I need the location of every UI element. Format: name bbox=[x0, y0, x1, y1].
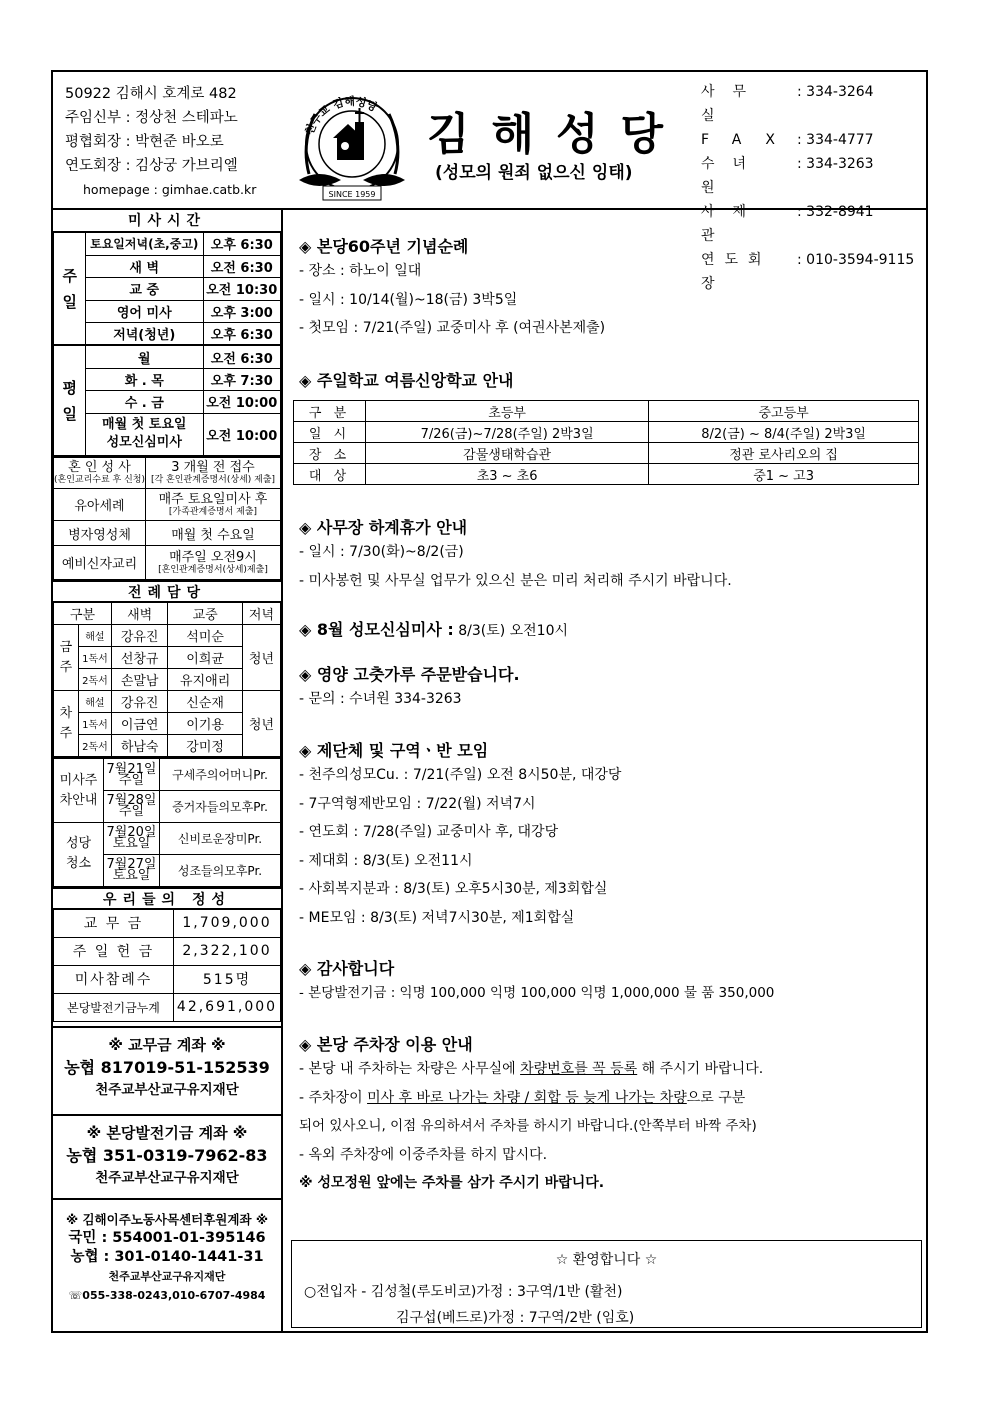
offering-label: 주 일 헌 금 bbox=[54, 937, 174, 965]
labor-phone: ☏055-338-0243,010-6707-4984 bbox=[68, 1288, 266, 1302]
duty-person: 강미정 bbox=[168, 735, 243, 757]
notice-title: ◈ 감사합니다 bbox=[299, 959, 395, 978]
account-title: ※ 본당발전기금 계좌 ※ bbox=[86, 1123, 248, 1142]
guide-table bbox=[53, 757, 281, 887]
notice-line: - 사회복지분과 : 8/3(토) 오후5시30분, 제3회합실 bbox=[299, 881, 608, 897]
mass-time: 오전 10:00 bbox=[203, 413, 280, 455]
duty-person: 하남숙 bbox=[112, 735, 168, 757]
camp-cell: 정관 로사리오의 집 bbox=[649, 443, 919, 464]
notice-line: - 천주의성모Cu. : 7/21(주일) 오전 8시50분, 대강당 bbox=[299, 767, 622, 783]
parish-subtitle: (성모의 원죄 없으신 잉태) bbox=[435, 163, 633, 183]
notice-pepper bbox=[299, 662, 520, 714]
guide-date: 7월27일 토요일 bbox=[104, 854, 160, 886]
offering-table bbox=[53, 909, 281, 1022]
duty-person: 이희균 bbox=[168, 647, 243, 669]
notice-line: - 미사봉헌 및 사무실 업무가 있으신 분은 미리 처리해 주시기 바랍니다. bbox=[299, 572, 732, 589]
labor-kb: 국민 : 554001-01-395146 bbox=[68, 1229, 266, 1246]
notice-line: - ME모임 : 8/3(토) 저녁7시30분, 제1회합실 bbox=[299, 909, 575, 926]
guide-group: 미사주차안내 bbox=[54, 758, 104, 822]
mass-schedule-table bbox=[53, 232, 281, 456]
duty-person: 신순재 bbox=[168, 691, 243, 713]
duty-col-header: 구분 bbox=[54, 603, 112, 625]
sacrament-name: 예비신자교리 bbox=[54, 546, 146, 580]
camp-cell: 초3 ~ 초6 bbox=[366, 464, 649, 485]
notice-line: 되어 있사오니, 이점 유의하셔서 주차를 하시기 바랍니다.(안쪽부터 바짝 주차) bbox=[299, 1118, 757, 1134]
sacrament-value: 매주일 오전9시 [혼인관계증명서(상세)제출] bbox=[146, 546, 281, 580]
duty-person: 선창규 bbox=[112, 647, 168, 669]
notice-marian-mass bbox=[299, 617, 568, 640]
welcome-title: ☆ 환영합니다 ☆ bbox=[555, 1252, 658, 1268]
duty-role: 해설 bbox=[78, 691, 111, 713]
guide-team: 구세주의어머니Pr. bbox=[160, 758, 281, 790]
mass-heading: 미사시간 bbox=[53, 210, 281, 232]
guide-group: 성당청소 bbox=[54, 822, 104, 886]
labor-nh: 농협 : 301-0140-1441-31 bbox=[70, 1248, 264, 1265]
notice-parking bbox=[299, 1032, 763, 1198]
duty-role: 2독서 bbox=[78, 669, 111, 691]
bulletin-frame bbox=[51, 70, 928, 1333]
next-week-label: 차주 bbox=[54, 691, 79, 757]
parish-info bbox=[65, 82, 256, 202]
duty-person: 강유진 bbox=[112, 691, 168, 713]
sacrament-value: 3 개월 전 접수 [각 혼인관계증명서(상세) 제출] bbox=[146, 457, 281, 489]
camp-row-label: 대 상 bbox=[294, 464, 366, 485]
offering-value: 2,322,100 bbox=[174, 937, 281, 965]
account-number: 농협 351-0319-7962-83 bbox=[66, 1145, 268, 1165]
camp-cell: 7/26(금)~7/28(주일) 2박3일 bbox=[366, 422, 649, 443]
duty-heading: 전례담당 bbox=[53, 580, 281, 602]
duty-role: 1독서 bbox=[78, 647, 111, 669]
mass-name: 월 bbox=[86, 345, 204, 368]
notice-title: ◈ 영양 고춧가루 주문받습니다. bbox=[299, 665, 520, 684]
notice-line: - 본당발전기금 : 익명 100,000 익명 100,000 익명 1,000,000 물 품 350,000 bbox=[299, 985, 775, 1001]
camp-cell: 8/2(금) ~ 8/4(주일) 2박3일 bbox=[649, 422, 919, 443]
svg-text:SINCE 1959: SINCE 1959 bbox=[328, 190, 376, 199]
mass-name: 저녁(청년) bbox=[86, 323, 204, 346]
mass-name: 수 . 금 bbox=[86, 391, 204, 414]
duty-evening: 청년 bbox=[242, 625, 280, 691]
notice-summer-camp bbox=[299, 368, 514, 391]
notice-pilgrimage bbox=[299, 234, 605, 343]
duty-person: 강유진 bbox=[112, 625, 168, 647]
notice-title: ◈ 사무장 하계휴가 안내 bbox=[299, 518, 468, 537]
summer-camp-table bbox=[293, 400, 919, 485]
notice-column bbox=[285, 210, 926, 1333]
notice-title: ◈ 주일학교 여름신앙학교 안내 bbox=[299, 371, 514, 390]
svg-text:천주교 김해성당: 천주교 김해성당 bbox=[302, 94, 380, 137]
mass-time: 오전 10:30 bbox=[203, 278, 280, 301]
offering-heading: 우리들의 정성 bbox=[53, 887, 281, 909]
duty-col-header: 저녁 bbox=[242, 603, 280, 625]
fund-account bbox=[53, 1114, 281, 1198]
notice-vacation bbox=[299, 515, 732, 595]
duty-col-header: 교중 bbox=[168, 603, 243, 625]
notice-meetings bbox=[299, 738, 621, 932]
notice-title: ◈ 8월 성모신심미사 : bbox=[299, 620, 454, 639]
notice-line: - 7구역형제반모임 : 7/22(월) 저녁7시 bbox=[299, 795, 536, 812]
notice-title: ◈ 제단체 및 구역ㆍ반 모임 bbox=[299, 741, 489, 760]
parish-logo bbox=[289, 84, 415, 206]
mass-name: 영어 미사 bbox=[86, 300, 204, 323]
welcome-box bbox=[291, 1240, 922, 1328]
mass-name: 매월 첫 토요일 성모신심미사 bbox=[86, 413, 204, 455]
labor-title: ※ 김해이주노동사목센터후원계좌 ※ bbox=[65, 1211, 269, 1227]
sacrament-name: 병자영성체 bbox=[54, 521, 146, 546]
camp-cell: 감물생태학습관 bbox=[366, 443, 649, 464]
mass-name: 새 벽 bbox=[86, 255, 204, 278]
notice-title: ◈ 본당 주차장 이용 안내 bbox=[299, 1035, 473, 1054]
camp-row-label: 장 소 bbox=[294, 443, 366, 464]
liturgy-duty-table bbox=[53, 602, 281, 757]
duty-role: 2독서 bbox=[78, 735, 111, 757]
notice-line: - 일시 : 7/30(화)~8/2(금) bbox=[299, 544, 464, 560]
mass-time: 오전 10:00 bbox=[203, 391, 280, 414]
contact-convent: 수녀원 : 334-3263 bbox=[701, 156, 874, 196]
sacrament-name: 혼 인 성 사 (혼인교리수료 후 신청) bbox=[54, 457, 146, 489]
account-title: ※ 교무금 계좌 ※ bbox=[108, 1035, 226, 1054]
sacrament-table bbox=[53, 456, 281, 581]
this-week-label: 금주 bbox=[54, 625, 79, 691]
sunday-label: 주일 bbox=[54, 233, 86, 346]
guide-date: 7월21일 주일 bbox=[104, 758, 160, 790]
mass-time: 오전 6:30 bbox=[203, 345, 280, 368]
duty-col-header: 새벽 bbox=[112, 603, 168, 625]
offering-label: 본당발전기금누계 bbox=[54, 993, 174, 1021]
welcome-line: ○전입자 - 김성철(루도비코)가정 : 3구역/1반 (활천) bbox=[304, 1284, 623, 1300]
offering-label: 교 무 금 bbox=[54, 909, 174, 937]
notice-thanks bbox=[299, 956, 774, 1008]
duty-person: 이금연 bbox=[112, 713, 168, 735]
mass-name: 화 . 목 bbox=[86, 368, 204, 391]
camp-row-label: 일 시 bbox=[294, 422, 366, 443]
mass-time: 오후 7:30 bbox=[203, 368, 280, 391]
sacrament-value: 매월 첫 수요일 bbox=[146, 521, 281, 546]
contact-office: 사무실 : 334-3264 bbox=[701, 84, 874, 124]
labor-owner: 천주교부산교구유지재단 bbox=[108, 1269, 226, 1283]
notice-line: ※ 성모정원 앞에는 주차를 삼가 주시기 바랍니다. bbox=[299, 1175, 605, 1191]
sacrament-value: 매주 토요일미사 후 [가족관계증명서 제출] bbox=[146, 489, 281, 521]
notice-line: - 연도회 : 7/28(주일) 교중미사 후, 대강당 bbox=[299, 824, 559, 840]
notice-title: ◈ 본당60주년 기념순례 bbox=[299, 237, 469, 256]
duty-person: 유지애리 bbox=[168, 669, 243, 691]
offering-label: 미사참례수 bbox=[54, 965, 174, 993]
notice-line: - 장소 : 하노이 일대 bbox=[299, 263, 422, 279]
parish-title: 김해성당 bbox=[427, 109, 686, 160]
mass-name: 교 중 bbox=[86, 278, 204, 301]
camp-header: 중고등부 bbox=[649, 401, 919, 422]
camp-cell: 중1 ~ 고3 bbox=[649, 464, 919, 485]
notice-line: - 옥외 주차장에 이중주차를 하지 맙시다. bbox=[299, 1146, 548, 1163]
mass-time: 오후 6:30 bbox=[203, 323, 280, 346]
address: 50922 김해시 호계로 482 bbox=[65, 86, 237, 102]
offering-value: 515명 bbox=[174, 965, 281, 993]
contact-fax: FAX : 334-4777 bbox=[701, 132, 874, 148]
left-column bbox=[53, 210, 283, 1333]
duty-role: 해설 bbox=[78, 625, 111, 647]
legion-president: 연도회장 : 김상궁 가브리엘 bbox=[65, 158, 238, 174]
account-owner: 천주교부산교구유지재단 bbox=[95, 1081, 239, 1098]
weekday-label: 평일 bbox=[54, 345, 86, 455]
duty-person: 이기용 bbox=[168, 713, 243, 735]
mass-time: 오후 3:00 bbox=[203, 300, 280, 323]
camp-header: 초등부 bbox=[366, 401, 649, 422]
notice-line: - 일시 : 10/14(월)~18(금) 3박5일 bbox=[299, 291, 518, 308]
council-president: 평협회장 : 박현준 바오로 bbox=[65, 134, 224, 150]
offering-value: 1,709,000 bbox=[174, 909, 281, 937]
camp-header: 구 분 bbox=[294, 401, 366, 422]
duty-person: 손말남 bbox=[112, 669, 168, 691]
duty-role: 1독서 bbox=[78, 713, 111, 735]
notice-value: 8/3(토) 오전10시 bbox=[453, 623, 569, 639]
guide-date: 7월28일 주일 bbox=[104, 790, 160, 822]
welcome-line: 김구섭(베드로)가정 : 7구역/2반 (임호) bbox=[396, 1310, 635, 1326]
account-owner: 천주교부산교구유지재단 bbox=[95, 1169, 239, 1186]
guide-team: 성조들의모후Pr. bbox=[160, 854, 281, 886]
labor-center-account bbox=[53, 1198, 281, 1309]
guide-team: 증거자들의모후Pr. bbox=[160, 790, 281, 822]
sacrament-name: 유아세례 bbox=[54, 489, 146, 521]
tithe-account bbox=[53, 1026, 281, 1114]
notice-line: - 본당 내 주차하는 차량은 사무실에 차량번호를 꼭 등록 해 주시기 바랍니다. bbox=[299, 1061, 764, 1077]
pastor: 주임신부 : 정상천 스테파노 bbox=[65, 110, 238, 126]
duty-person: 석미순 bbox=[168, 625, 243, 647]
offering-value: 42,691,000 bbox=[174, 993, 281, 1021]
notice-line: - 문의 : 수녀원 334-3263 bbox=[299, 691, 462, 707]
account-number: 농협 817019-51-152539 bbox=[64, 1057, 270, 1077]
contact-legion: 연도회장 : 010-3594-9115 bbox=[701, 252, 915, 292]
mass-time: 오후 6:30 bbox=[203, 233, 280, 256]
notice-line: - 제대회 : 8/3(토) 오전11시 bbox=[299, 852, 473, 869]
duty-evening: 청년 bbox=[242, 691, 280, 757]
notice-line: - 주차장이 미사 후 바로 나가는 차량 / 회합 등 늦게 나가는 차량으로 구분 bbox=[299, 1089, 746, 1106]
guide-team: 신비로운장미Pr. bbox=[160, 822, 281, 854]
guide-date: 7월20일 토요일 bbox=[104, 822, 160, 854]
homepage: homepage : gimhae.catb.kr bbox=[83, 182, 257, 197]
contact-rectory: 사제관 : 332-8941 bbox=[701, 204, 874, 244]
mass-time: 오전 6:30 bbox=[203, 255, 280, 278]
mass-name: 토요일저녁(초,중고) bbox=[86, 233, 204, 256]
notice-line: - 첫모임 : 7/21(주일) 교중미사 후 (여권사본제출) bbox=[299, 320, 606, 336]
